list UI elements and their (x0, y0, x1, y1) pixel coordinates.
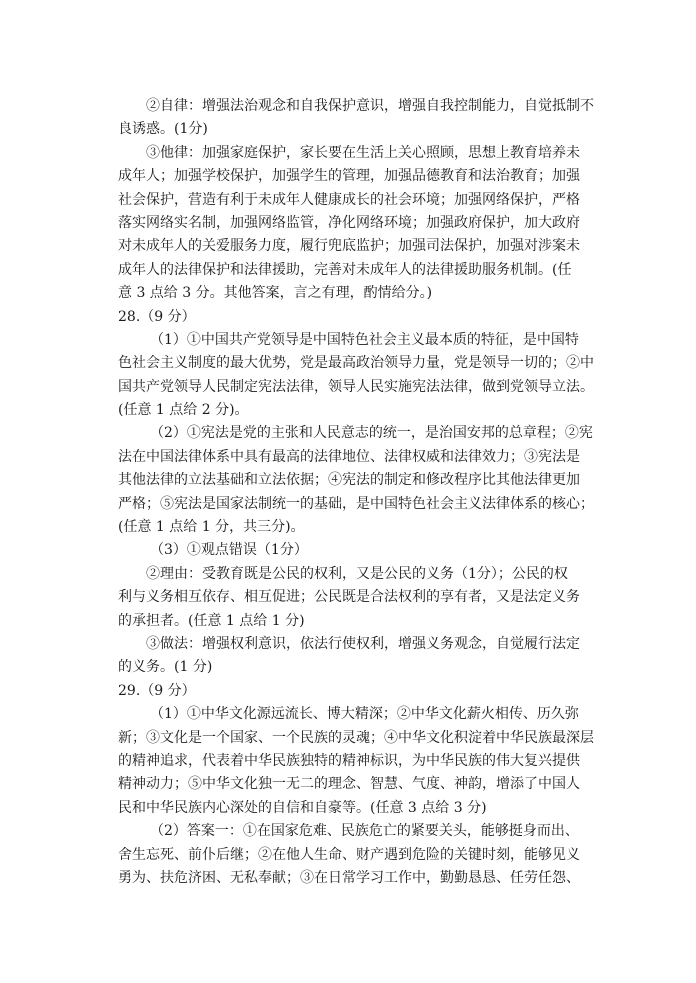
text-line: 其他法律的立法基础和立法依据；④宪法的制定和修改程序比其他法律更加 (118, 472, 580, 489)
text-line: 落实网络实名制，加强网络监管，净化网络环境；加强政府保护，加大政府 (118, 214, 580, 231)
text-line: 法在中国法律体系中具有最高的法律地位、法律权威和法律效力；③宪法是 (118, 448, 580, 465)
text-line: 舍生忘死、前仆后继；②在他人生命、财产遇到危险的关键时刻，能够见义 (118, 846, 580, 863)
text-line: ②理由：受教育既是公民的权利，又是公民的义务（1分）；公民的权 (146, 565, 568, 582)
text-line: （3）①观点错误（1分） (150, 542, 308, 559)
text-line: 对未成年人的关爱服务力度，履行兜底监护；加强司法保护，加强对涉案未 (118, 238, 580, 255)
text-line: 的义务。(1 分) (118, 659, 213, 676)
text-line: 新；③文化是一个国家、一个民族的灵魂；④中华文化积淀着中华民族最深层 (118, 729, 594, 746)
text-line: ②自律：增强法治观念和自我保护意识，增强自我控制能力，自觉抵制不 (146, 98, 594, 114)
text-line: 勇为、扶危济困、无私奉献；③在日常学习工作中，勤勤恳恳、任劳任怨、 (118, 869, 580, 886)
text-line: 精神动力；⑤中华文化独一无二的理念、智慧、气度、神韵，增添了中国人 (118, 776, 580, 793)
text-line: （1）①中华文化源远流长、博大精深；②中华文化薪火相传、历久弥 (150, 706, 579, 723)
text-line: ③做法：增强权利意识，依法行使权利，增强义务观念，自觉履行法定 (146, 635, 580, 652)
text-line: 严格；⑤宪法是国家法制统一的基础，是中国特色社会主义法律体系的核心； (118, 495, 594, 512)
text-line: (任意 1 点给 1 分，共三分)。 (118, 519, 305, 536)
text-line: ③他律：加强家庭保护，家长要在生活上关心照顾，思想上教育培养未 (146, 144, 580, 161)
text-line: 民和中华民族内心深处的自信和自豪等。(任意 3 点给 3 分) (118, 799, 487, 816)
text-line: 的承担者。(任意 1 点给 1 分) (118, 612, 305, 629)
text-line: 意 3 点给 3 分。其他答案，言之有理，酌情给分。) (118, 285, 433, 302)
text-line: （2）答案一：①在国家危难、民族危亡的紧要关头，能够挺身而出、 (150, 823, 579, 840)
text-line: （2）①宪法是党的主张和人民意志的统一，是治国安邦的总章程；②宪 (150, 425, 593, 442)
document-page (118, 95, 594, 890)
text-line: 的精神追求，代表着中华民族独特的精神标识，为中华民族的伟大复兴提供 (118, 752, 580, 769)
text-line: 成年人；加强学校保护，加强学生的管理，加强品德教育和法治教育；加强 (118, 168, 580, 185)
text-line: 28.（9 分） (118, 308, 196, 325)
text-line: 色社会主义制度的最大优势，党是最高政治领导力量，党是领导一切的；②中 (118, 355, 594, 372)
text-line: 社会保护，营造有利于未成年人健康成长的社会环境；加强网络保护，严格 (118, 191, 580, 208)
text-line: 成年人的法律保护和法律援助，完善对未成年人的法律援助服务机制。(任 (118, 261, 572, 278)
text-line: 国共产党领导人民制定宪法法律，领导人民实施宪法法律，做到党领导立法。 (118, 378, 594, 395)
text-line: （1）①中国共产党领导是中国特色社会主义最本质的特征，是中国特 (150, 331, 579, 348)
text-line: 29.（9 分） (118, 682, 196, 699)
text-line: 利与义务相互依存、相互促进；公民既是合法权利的享有者，又是法定义务 (118, 589, 580, 606)
text-line: (任意 1 点给 2 分)。 (118, 402, 249, 419)
text-line: 良诱惑。(1分) (118, 121, 208, 138)
